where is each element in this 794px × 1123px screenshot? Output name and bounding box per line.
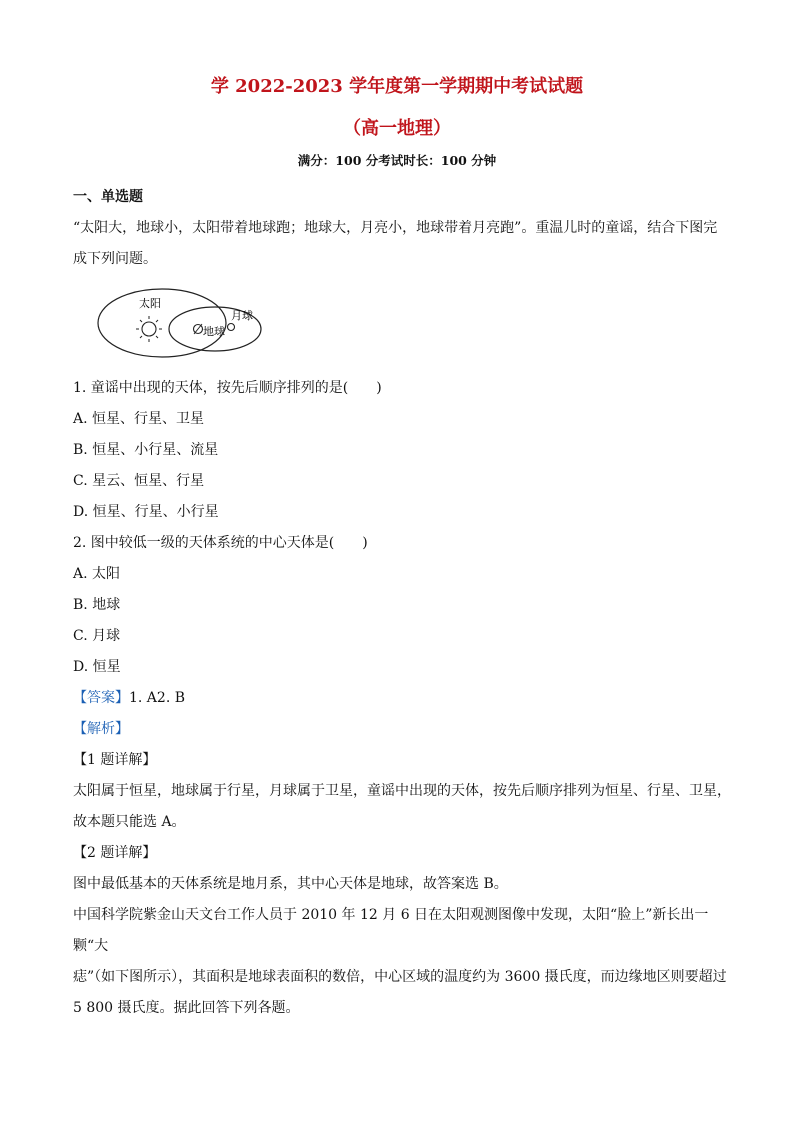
question-1-stem: 1. 童谣中出现的天体，按先后顺序排列的是( ) <box>73 380 382 396</box>
moon-icon <box>228 324 235 331</box>
q2-option-d: D. 恒星 <box>73 659 121 675</box>
detail-1-line-1: 太阳属于恒星，地球属于行星，月球属于卫星，童谣中出现的天体，按先后顺序排列为恒星、行星、卫星， <box>73 783 731 799</box>
earth-icon <box>194 324 203 334</box>
page-title: 学 2022-2023 学年度第一学期期中考试试题 <box>210 76 584 97</box>
detail-1-tag: 【1 题详解】 <box>73 752 157 768</box>
section-heading: 一、单选题 <box>73 189 143 205</box>
detail-2-tag: 【2 题详解】 <box>73 845 157 861</box>
q1-option-d: D. 恒星、行星、小行星 <box>73 504 219 520</box>
detail-1-line-2: 故本题只能选 A。 <box>73 814 186 830</box>
q2-option-b: B. 地球 <box>73 597 121 613</box>
next-passage-line-2: 痣”（如下图所示），其面积是地球表面积的数倍，中心区域的温度约为 3600 摄氏度，而边缘地区则要超过 <box>73 969 727 985</box>
q1-option-b: B. 恒星、小行星、流星 <box>73 442 219 458</box>
q2-option-c: C. 月球 <box>73 628 121 644</box>
sun-icon <box>136 316 162 342</box>
answer-text: 1. A2. B <box>129 690 186 706</box>
answer-line <box>73 683 733 714</box>
question-2-stem: 2. 图中较低一级的天体系统的中心天体是( ) <box>73 535 368 551</box>
next-passage-line-3: 5 800 摄氏度。据此回答下列各题。 <box>73 1000 300 1016</box>
earth-label: 地球 <box>203 325 225 338</box>
answer-tag: 【答案】 <box>73 690 129 706</box>
page-subtitle: （高一地理） <box>343 118 451 139</box>
exam-meta: 满分：100 分考试时长：100 分钟 <box>297 153 497 168</box>
intro-line-1: “太阳大，地球小，太阳带着地球跑；地球大，月亮小，地球带着月亮跑”。重温儿时的童谣，结合下图完 <box>73 220 718 236</box>
detail-2-line-1: 图中最低基本的天体系统是地月系，其中心天体是地球，故答案选 B。 <box>73 876 508 892</box>
q2-option-a: A. 太阳 <box>73 566 121 582</box>
orbit-diagram <box>97 277 297 369</box>
earth-orbit <box>98 289 226 357</box>
next-passage-line-1: 中国科学院紫金山天文台工作人员于 2010 年 12 月 6 日在太阳观测图像中发现，太阳“脸上”新长出一颗“大 <box>73 907 709 954</box>
q1-option-c: C. 星云、恒星、行星 <box>73 473 205 489</box>
intro-line-2: 成下列问题。 <box>73 251 157 267</box>
moon-label: 月球 <box>231 309 253 322</box>
content <box>73 182 733 1024</box>
analysis-tag: 【解析】 <box>73 721 129 737</box>
sun-earth-moon-figure <box>97 277 733 369</box>
sun-label: 太阳 <box>139 297 161 310</box>
q1-option-a: A. 恒星、行星、卫星 <box>73 411 205 427</box>
